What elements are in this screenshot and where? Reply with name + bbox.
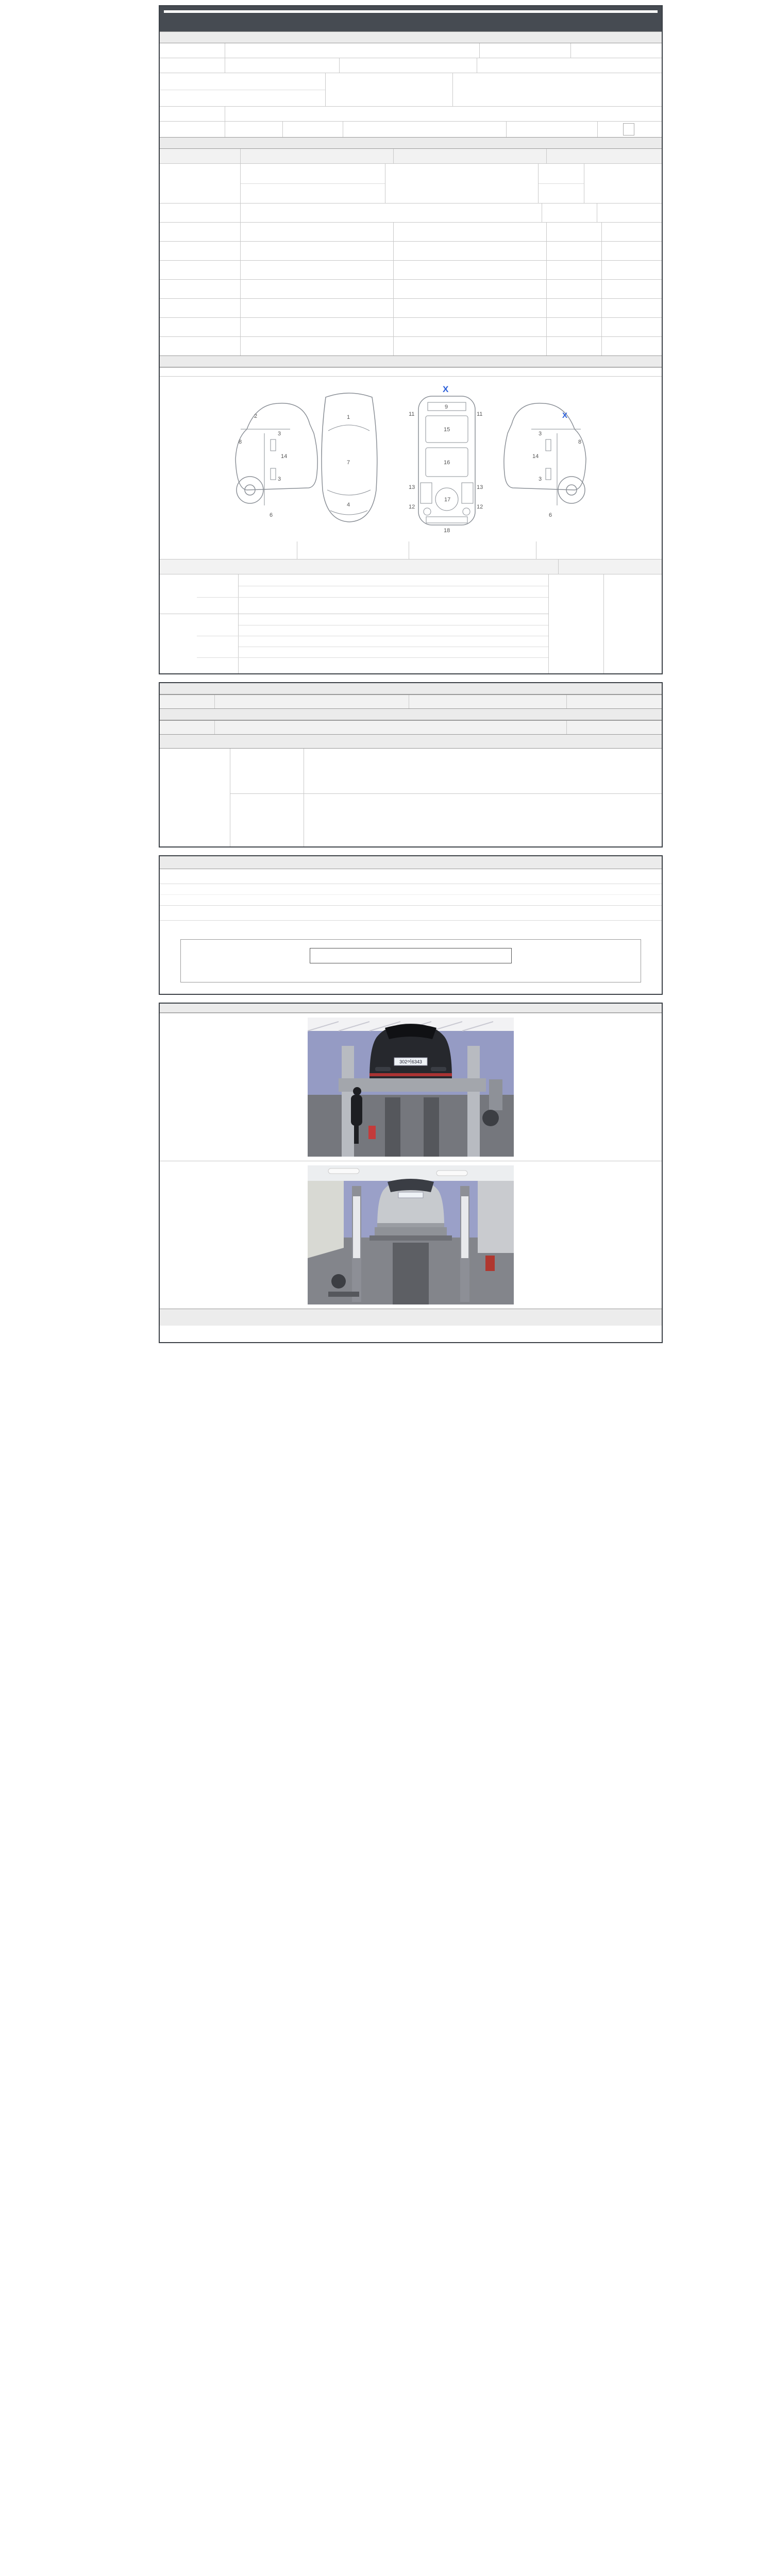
inspection-period-label	[339, 58, 477, 73]
notice-list-1	[160, 884, 662, 894]
main-frame-label	[160, 614, 197, 673]
rank2-label	[197, 598, 238, 614]
svg-text:11: 11	[477, 411, 483, 417]
page-number-3	[159, 849, 663, 855]
final-price-box	[160, 734, 662, 749]
inspection-insurance-fee	[160, 1314, 662, 1320]
main-option-items	[393, 318, 546, 336]
simple-repair-label	[409, 541, 536, 559]
usage-change-items	[393, 280, 546, 298]
inspection-photo-front	[308, 1018, 514, 1157]
svg-text:3: 3	[539, 476, 542, 482]
svg-text:8: 8	[578, 439, 582, 445]
notice-subhead-2	[160, 905, 662, 921]
appraiser-label	[230, 794, 304, 846]
reg-no-label	[479, 43, 570, 58]
photo-row-1	[160, 1013, 662, 1161]
svg-text:3: 3	[278, 476, 281, 482]
svg-text:17: 17	[444, 497, 451, 503]
sheet-page3	[159, 855, 663, 995]
exchange-mark-radiator-support: X	[443, 384, 449, 394]
remark-cell	[601, 242, 660, 260]
col-price	[566, 695, 662, 708]
rankC-checks	[238, 658, 548, 673]
svg-text:3: 3	[278, 431, 281, 437]
reg-no-value	[570, 43, 662, 58]
tuning-label	[160, 242, 240, 260]
svg-text:13: 13	[477, 484, 483, 490]
svg-text:15: 15	[444, 427, 450, 433]
inspector-opinion-text	[304, 749, 662, 793]
photo-row-2	[160, 1161, 662, 1309]
opinion-label	[160, 749, 230, 846]
svg-text:6: 6	[270, 512, 273, 518]
mileage-state-checks	[241, 164, 385, 183]
inspection-period-value	[477, 58, 662, 73]
svg-text:11: 11	[409, 411, 415, 417]
svg-text:14: 14	[532, 453, 539, 460]
price-cell	[542, 204, 597, 222]
basic-info-table	[160, 43, 662, 137]
rankA-label	[197, 614, 238, 635]
special-history-label	[160, 261, 240, 279]
price-cell	[546, 280, 601, 298]
price-cell	[546, 223, 601, 241]
title-box	[160, 6, 662, 31]
emission-values	[393, 223, 546, 241]
rankA-checks-line1	[239, 614, 548, 624]
color-checks	[240, 299, 393, 317]
col-state	[240, 149, 393, 163]
section-photos	[160, 1004, 662, 1013]
panel-remark-cell	[603, 574, 662, 673]
col-item	[214, 721, 566, 734]
fuel-label	[160, 107, 225, 121]
rankA-checks-line2	[239, 625, 548, 636]
svg-text:2: 2	[254, 413, 258, 419]
engine-type-label	[160, 122, 225, 137]
price-cell	[539, 183, 584, 204]
svg-text:18: 18	[444, 528, 450, 534]
price-survey-definition-box	[180, 939, 641, 982]
warranty-checks	[343, 122, 506, 137]
emission-checks	[240, 223, 393, 241]
tuning-checks	[240, 242, 393, 260]
main-option-label	[160, 318, 240, 336]
year-value	[225, 58, 339, 73]
section-detail-state	[160, 683, 662, 694]
rank2-checks	[238, 598, 548, 614]
rank1-label	[197, 574, 238, 597]
simple-repair-checks	[536, 541, 662, 559]
recall-items	[393, 337, 546, 355]
price-cell	[546, 299, 601, 317]
svg-text:9: 9	[445, 404, 448, 410]
inspector-label	[230, 749, 304, 793]
section-basic-info	[160, 31, 662, 43]
inspection-photo-rear	[308, 1165, 514, 1304]
transmission-checks	[452, 73, 662, 106]
exchange-mark-front-fender: X	[562, 411, 568, 420]
warranty-type-label	[282, 122, 343, 137]
fuel-checks	[225, 107, 662, 121]
rankC-label	[197, 658, 238, 673]
base-price-label	[506, 122, 597, 137]
svg-text:16: 16	[444, 460, 450, 466]
color-label	[160, 299, 240, 317]
sheet-page4	[159, 1003, 663, 1343]
document-number	[160, 20, 662, 31]
remark-cell	[601, 280, 660, 298]
svg-text:12: 12	[409, 504, 415, 510]
remark-cell	[584, 164, 642, 203]
remark-cell	[601, 337, 660, 355]
col-price	[546, 149, 662, 163]
color-items	[393, 299, 546, 317]
recall-label	[160, 337, 240, 355]
price-cell	[546, 318, 601, 336]
current-mileage	[385, 164, 538, 203]
remark-cell	[601, 318, 660, 336]
year-label	[160, 58, 225, 73]
section-overall-state	[160, 137, 662, 149]
usage-change-label	[160, 280, 240, 298]
svg-text:1: 1	[347, 414, 350, 420]
svg-text:4: 4	[347, 502, 350, 508]
mileage-amount-checks	[241, 183, 385, 204]
price-cell	[546, 261, 601, 279]
license-plate-text: 302어6343	[399, 1059, 422, 1064]
special-history-items	[393, 261, 546, 279]
usage-change-checks	[240, 280, 393, 298]
title-stripe	[164, 10, 658, 13]
svg-text:14: 14	[281, 453, 288, 460]
overall-state-table	[160, 149, 662, 355]
section-etc-info	[160, 708, 662, 720]
price-cell	[546, 242, 601, 260]
vin-marking-checks	[240, 204, 542, 222]
accident-history-checks	[297, 541, 409, 559]
signature-section	[160, 1309, 662, 1326]
remark-cell	[597, 204, 655, 222]
price-survey-definition-title	[310, 948, 512, 963]
page-number-2	[159, 675, 663, 682]
notice-subhead-1	[160, 869, 662, 884]
sheet-page2	[159, 682, 663, 848]
engine-type-value	[225, 122, 282, 137]
car-diagram	[160, 376, 662, 541]
col-item	[393, 149, 546, 163]
svg-text:13: 13	[409, 484, 415, 490]
rank1-checks-line2	[239, 586, 548, 598]
sheet-page1	[159, 5, 663, 674]
main-option-checks	[240, 318, 393, 336]
outer-panel-label	[160, 574, 197, 614]
price-cell	[546, 337, 601, 355]
car-name-label	[160, 43, 225, 58]
detail-table-header	[160, 694, 662, 708]
rankB-checks-line1	[239, 636, 548, 647]
svg-text:6: 6	[549, 512, 552, 518]
recall-checks	[240, 337, 393, 355]
remark-cell	[601, 299, 660, 317]
svg-text:3: 3	[539, 431, 542, 437]
section-accident-history	[160, 355, 662, 367]
base-price-digits	[597, 122, 662, 137]
col-use-history	[160, 149, 240, 163]
car-name-value	[225, 43, 479, 58]
col-state	[409, 695, 566, 708]
page-header-line	[159, 0, 663, 5]
special-history-checks	[240, 261, 393, 279]
svg-text:8: 8	[239, 439, 242, 445]
rankB-label	[197, 636, 238, 657]
accident-history-table	[160, 541, 662, 673]
notice-list-2	[160, 894, 662, 905]
car-diagram-svg	[220, 382, 601, 536]
accident-history-label	[160, 541, 297, 559]
transmission-label	[325, 73, 452, 106]
diagram-legend	[160, 367, 662, 376]
tuning-item-checks	[393, 242, 546, 260]
mileage-label	[160, 164, 240, 203]
col-price	[566, 721, 662, 734]
panel-section-label	[160, 560, 558, 574]
emission-label	[160, 223, 240, 241]
col-item	[214, 695, 409, 708]
panel-price-col	[558, 560, 662, 574]
opinion-table	[160, 749, 662, 846]
svg-text:12: 12	[477, 504, 483, 510]
etc-table-header	[160, 720, 662, 734]
notice-list-3	[160, 921, 662, 931]
rankB-checks-line2	[239, 647, 548, 657]
col-device	[160, 695, 214, 708]
vin-marking-label	[160, 204, 240, 222]
section-notice	[160, 856, 662, 869]
rank1-checks-line1	[239, 574, 548, 586]
page-number-4	[159, 996, 663, 1003]
remark-cell	[601, 261, 660, 279]
footer-confirmation	[160, 1326, 662, 1342]
remark-cell	[601, 223, 660, 241]
price-cell	[539, 164, 584, 183]
appraiser-opinion-text	[304, 794, 662, 846]
svg-text:7: 7	[347, 460, 350, 466]
panel-price-cell	[548, 574, 603, 673]
